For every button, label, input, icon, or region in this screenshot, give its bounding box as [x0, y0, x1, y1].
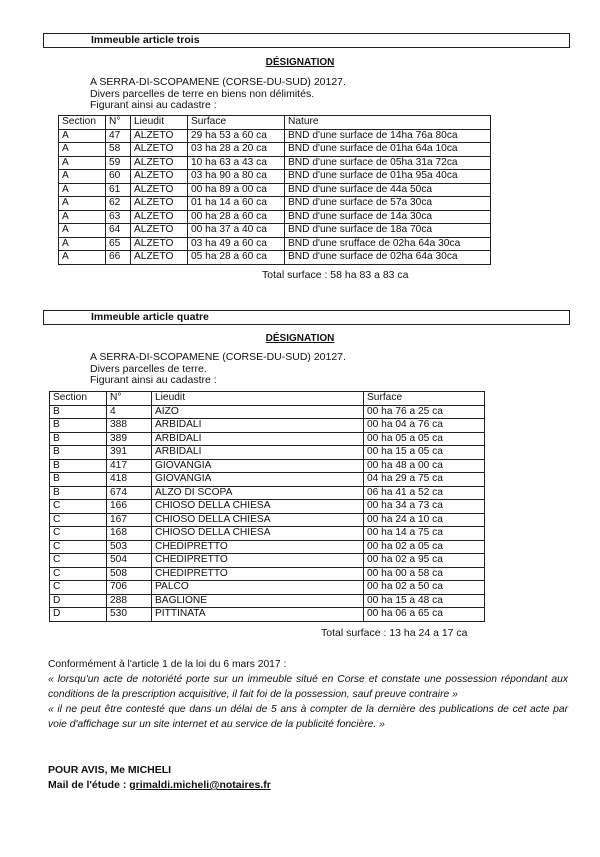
table-cell: B: [50, 486, 107, 500]
table-cell: 503: [107, 540, 152, 554]
table-cell: 04 ha 29 a 75 ca: [364, 473, 485, 487]
table-cell: 674: [107, 486, 152, 500]
table-cell: 66: [106, 251, 131, 265]
table-cell: 391: [107, 446, 152, 460]
table-cell: B: [50, 405, 107, 419]
table-cell: 01 ha 14 a 60 ca: [188, 197, 285, 211]
table-cell: 10 ha 63 a 43 ca: [188, 156, 285, 170]
table-cell: ALZETO: [131, 143, 188, 157]
table-cell: 00 ha 48 a 00 ca: [364, 459, 485, 473]
column-header: Section: [50, 392, 107, 406]
table-cell: 00 ha 02 a 05 ca: [364, 540, 485, 554]
table-cell: 00 ha 06 a 65 ca: [364, 608, 485, 622]
table-cell: 63: [106, 210, 131, 224]
designation-heading-2: DÉSIGNATION: [265, 333, 335, 344]
table-cell: 00 ha 14 a 75 ca: [364, 527, 485, 541]
table-cell: BND d'une srufface de 02ha 64a 30ca: [285, 237, 491, 251]
table-cell: BND d'une surface de 01ha 64a 10ca: [285, 143, 491, 157]
table-cell: CHIOSO DELLA CHIESA: [152, 500, 364, 514]
table-cell: 4: [107, 405, 152, 419]
table-cell: ALZETO: [131, 129, 188, 143]
table-cell: AIZO: [152, 405, 364, 419]
table-cell: 418: [107, 473, 152, 487]
article-quatre-title: Immeuble article quatre: [91, 311, 209, 323]
table-cell: 00 ha 02 a 50 ca: [364, 581, 485, 595]
article-trois-header: [43, 33, 570, 48]
table-row: [50, 513, 485, 527]
table-cell: 388: [107, 419, 152, 433]
table-row: [59, 251, 491, 265]
table-cell: C: [50, 581, 107, 595]
table-row: [50, 567, 485, 581]
cadastre-line: Figurant ainsi au cadastre :: [90, 374, 217, 386]
table-cell: 58: [106, 143, 131, 157]
table-cell: ARBIDALI: [152, 446, 364, 460]
table-cell: 00 ha 02 a 95 ca: [364, 554, 485, 568]
column-header: N°: [106, 116, 131, 130]
table-cell: A: [59, 237, 106, 251]
table-cell: ALZETO: [131, 237, 188, 251]
mail-line: [48, 779, 271, 791]
table-cell: CHEDIPRETTO: [152, 554, 364, 568]
table-cell: 47: [106, 129, 131, 143]
table-row: [50, 432, 485, 446]
table-cell: B: [50, 446, 107, 460]
table-cell: ALZETO: [131, 170, 188, 184]
table-cell: BND d'une surface de 14ha 76a 80ca: [285, 129, 491, 143]
table-cell: A: [59, 156, 106, 170]
table-cell: 00 ha 15 a 05 ca: [364, 446, 485, 460]
location-line: A SERRA-DI-SCOPAMENE (CORSE-DU-SUD) 20127.: [90, 76, 346, 88]
description-line: Divers parcelles de terre.: [90, 362, 207, 375]
table-row: [59, 210, 491, 224]
table-cell: BND d'une surface de 02ha 64a 30ca: [285, 251, 491, 265]
table-cell: 417: [107, 459, 152, 473]
cadastre-line: Figurant ainsi au cadastre :: [90, 99, 217, 111]
table-cell: 167: [107, 513, 152, 527]
table-cell: 03 ha 49 a 60 ca: [188, 237, 285, 251]
table-cell: BND d'une surface de 18a 70ca: [285, 224, 491, 238]
table-cell: 61: [106, 183, 131, 197]
location-line: A SERRA-DI-SCOPAMENE (CORSE-DU-SUD) 20127.: [90, 351, 346, 363]
table-cell: BND d'une surface de 05ha 31a 72ca: [285, 156, 491, 170]
table-row: [59, 143, 491, 157]
table-cell: ALZETO: [131, 197, 188, 211]
table-cell: A: [59, 129, 106, 143]
table-row: [50, 446, 485, 460]
table-cell: C: [50, 527, 107, 541]
table-cell: 05 ha 28 a 60 ca: [188, 251, 285, 265]
law-intro: Conformément à l'article 1 de la loi du 6 mars 2017 :: [48, 659, 287, 670]
table-cell: ARBIDALI: [152, 432, 364, 446]
table-row: [50, 500, 485, 514]
table-cell: GIOVANGIA: [152, 473, 364, 487]
table-cell: ALZETO: [131, 251, 188, 265]
table-cell: BND d'une surface de 01ha 95a 40ca: [285, 170, 491, 184]
table-cell: BND d'une surface de 44a 50ca: [285, 183, 491, 197]
table-cell: 00 ha 24 a 10 ca: [364, 513, 485, 527]
table-cell: 00 ha 76 a 25 ca: [364, 405, 485, 419]
table-cell: 60: [106, 170, 131, 184]
table-cell: A: [59, 183, 106, 197]
table-cell: 00 ha 89 a 00 ca: [188, 183, 285, 197]
column-header: Nature: [285, 116, 491, 130]
table-cell: C: [50, 513, 107, 527]
table-cell: A: [59, 170, 106, 184]
table-cell: D: [50, 608, 107, 622]
table-cell: 00 ha 37 a 40 ca: [188, 224, 285, 238]
table-row: [50, 486, 485, 500]
table-cell: 389: [107, 432, 152, 446]
table-cell: C: [50, 554, 107, 568]
description-line: Divers parcelles de terre en biens non délimités.: [90, 87, 315, 100]
table-row: [50, 405, 485, 419]
table-cell: 00 ha 04 a 76 ca: [364, 419, 485, 433]
table-row: [50, 594, 485, 608]
table-row: [59, 156, 491, 170]
column-header: Lieudit: [152, 392, 364, 406]
table-cell: C: [50, 540, 107, 554]
pour-avis: POUR AVIS, Me MICHELI: [48, 764, 172, 776]
legal-notice: [48, 657, 568, 732]
table-row: [50, 473, 485, 487]
table-row: [59, 129, 491, 143]
section2-lines: [90, 352, 346, 387]
article-trois-title: Immeuble article trois: [91, 34, 200, 46]
table-cell: C: [50, 500, 107, 514]
table-cell: 508: [107, 567, 152, 581]
total-surface-2: Total surface : 13 ha 24 a 17 ca: [321, 627, 468, 639]
table-row: [59, 183, 491, 197]
table-cell: A: [59, 210, 106, 224]
table-cell: A: [59, 224, 106, 238]
total-surface-1: Total surface : 58 ha 83 a 83 ca: [262, 269, 409, 281]
table-row: [59, 197, 491, 211]
table-cell: ALZETO: [131, 210, 188, 224]
table-cell: A: [59, 197, 106, 211]
table-cell: D: [50, 594, 107, 608]
table-cell: ALZO DI SCOPA: [152, 486, 364, 500]
table-row: [50, 459, 485, 473]
table-cell: PITTINATA: [152, 608, 364, 622]
table-cell: 64: [106, 224, 131, 238]
table-cell: B: [50, 432, 107, 446]
table-cell: 03 ha 28 a 20 ca: [188, 143, 285, 157]
table-cell: 00 ha 05 a 05 ca: [364, 432, 485, 446]
table-cell: BAGLIONE: [152, 594, 364, 608]
table-cell: A: [59, 143, 106, 157]
table-cell: 06 ha 41 a 52 ca: [364, 486, 485, 500]
table-cell: ALZETO: [131, 183, 188, 197]
table-row: [50, 608, 485, 622]
table-row: [59, 237, 491, 251]
table-cell: ARBIDALI: [152, 419, 364, 433]
law-quote-1: « lorsqu'un acte de notoriété porte sur un immeuble situé en Corse et constate une possession répondant aux conditions de la prescription acquisitive, il fait foi de la possession, sauf preuve contraire »: [48, 674, 568, 700]
table-cell: 65: [106, 237, 131, 251]
table-cell: CHEDIPRETTO: [152, 567, 364, 581]
column-header: Lieudit: [131, 116, 188, 130]
table-cell: 29 ha 53 a 60 ca: [188, 129, 285, 143]
table-row: [50, 581, 485, 595]
table-cell: B: [50, 473, 107, 487]
article-quatre-header: [43, 310, 570, 325]
table-cell: B: [50, 459, 107, 473]
email-link[interactable]: grimaldi.micheli@notaires.fr: [129, 779, 271, 791]
table-cell: 59: [106, 156, 131, 170]
table-cell: 00 ha 15 a 48 ca: [364, 594, 485, 608]
table-cell: 530: [107, 608, 152, 622]
table-row: [50, 554, 485, 568]
table-cell: 03 ha 90 a 80 ca: [188, 170, 285, 184]
table-cell: BND d'une surface de 14a 30ca: [285, 210, 491, 224]
table-cell: 00 ha 34 a 73 ca: [364, 500, 485, 514]
cadastre-table-2: [49, 391, 485, 622]
table-cell: ALZETO: [131, 156, 188, 170]
table-cell: PALCO: [152, 581, 364, 595]
table-row: [50, 419, 485, 433]
table-cell: 166: [107, 500, 152, 514]
column-header: N°: [107, 392, 152, 406]
table-cell: ALZETO: [131, 224, 188, 238]
table-cell: C: [50, 567, 107, 581]
table-cell: 62: [106, 197, 131, 211]
mail-label: Mail de l'étude :: [48, 779, 130, 791]
section1-lines: [90, 77, 346, 112]
table-row: [50, 540, 485, 554]
table-cell: 168: [107, 527, 152, 541]
cadastre-table-1: [58, 115, 491, 265]
table-cell: A: [59, 251, 106, 265]
table-cell: CHIOSO DELLA CHIESA: [152, 527, 364, 541]
column-header: Surface: [188, 116, 285, 130]
column-header: Section: [59, 116, 106, 130]
table-cell: CHEDIPRETTO: [152, 540, 364, 554]
law-quote-2: « il ne peut être contesté que dans un délai de 5 ans à compter de la dernière des publications de cet acte par voie d'affichage sur un site internet et au service de la publicité foncière. »: [48, 704, 568, 730]
table-cell: 00 ha 28 a 60 ca: [188, 210, 285, 224]
table-row: [59, 224, 491, 238]
designation-heading-1: DÉSIGNATION: [265, 57, 335, 68]
table-row: [59, 170, 491, 184]
table-cell: CHIOSO DELLA CHIESA: [152, 513, 364, 527]
table-cell: 288: [107, 594, 152, 608]
table-row: [50, 527, 485, 541]
table-cell: 00 ha 00 a 58 ca: [364, 567, 485, 581]
table-cell: 504: [107, 554, 152, 568]
table-cell: BND d'une surface de 57a 30ca: [285, 197, 491, 211]
table-cell: GIOVANGIA: [152, 459, 364, 473]
column-header: Surface: [364, 392, 485, 406]
table-cell: B: [50, 419, 107, 433]
table-cell: 706: [107, 581, 152, 595]
